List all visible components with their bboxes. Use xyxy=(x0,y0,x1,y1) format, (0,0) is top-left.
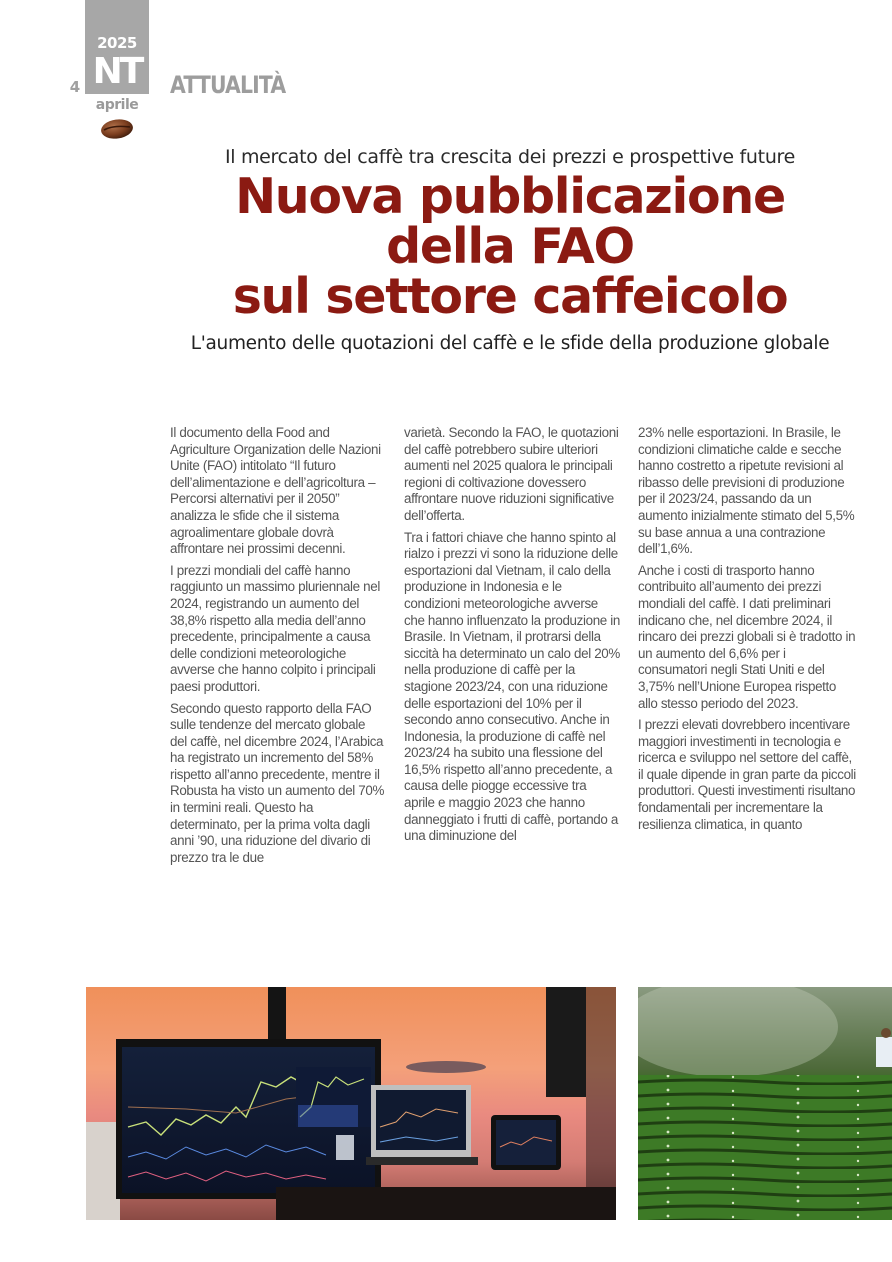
paragraph: I prezzi elevati dovrebbero incentivare maggiori investimenti in tecnologia e ricerca e sviluppo nel settore del caffè, il quale dipende in gran parte da piccoli produttori. Questi investimenti risultano fondamentali per incrementare la resilienza climatica, in quanto xyxy=(638,717,856,832)
article-subheadline: L'aumento delle quotazioni del caffè e le sfide della produzione globale xyxy=(190,333,830,354)
headline-line: sul settore caffeicolo xyxy=(232,268,788,325)
headline-line: della FAO xyxy=(386,218,634,275)
issue-month: aprile xyxy=(95,97,139,113)
coffee-bean-icon xyxy=(100,118,134,140)
issue-year: 2025 xyxy=(97,34,137,52)
masthead-stack xyxy=(85,34,149,114)
paragraph: Anche i costi di trasporto hanno contribuito all’aumento dei prezzi mondiali del caffè. I dati preliminari indicano che, nel dicembre 2024, il rincaro dei prezzi globali si è tradotto in un aumento del 6,6% per i consumatori negli Stati Uniti e del 3,75% nell’Unione Europea rispetto allo stesso periodo del 2023. xyxy=(638,562,856,711)
coffee-field-photo xyxy=(638,987,892,1220)
paragraph: Tra i fattori chiave che hanno spinto al rialzo i prezzi vi sono la riduzione delle esportazioni dal Vietnam, il calo della produzione in Indonesia e le condizioni meteorologiche avverse che hanno influenzato la produzione in Brasile. In Vietnam, il protrarsi della siccità ha determinato un calo del 20% nella produzione di caffè per la stagione 2023/24, con una riduzione delle esportazioni del 10% per il secondo anno consecutivo. Anche in Indonesia, la produzione di caffè nel 2023/24 ha subito una flessione del 16,5% rispetto all’anno precedente, a causa delle piogge eccessive tra aprile e maggio 2023 che hanno danneggiato i frutti di caffè, portando a una diminuzione del xyxy=(404,529,621,844)
paragraph: I prezzi mondiali del caffè hanno raggiunto un massimo pluriennale nel 2024, registrando un aumento del 38,8% rispetto alla media dell’anno precedente, principalmente a causa delle condizioni meteorologiche avverse che hanno colpito i principali paesi produttori. xyxy=(170,562,380,694)
page-number: 4 xyxy=(69,78,81,96)
text-column-1 xyxy=(170,425,385,871)
section-label: ATTUALITÀ xyxy=(170,71,286,99)
paragraph: 23% nelle esportazioni. In Brasile, le condizioni climatiche calde e secche hanno costretto a ripetute revisioni al ribasso delle previsioni di produzione per il 2023/24, passando da un aumento inizialmente stimato del 5,5% su base annua a una contrazione dell’1,6%. xyxy=(638,425,855,557)
headline-line: Nuova pubblicazione xyxy=(235,168,785,225)
article-headline xyxy=(140,168,880,325)
trading-screens-photo xyxy=(86,987,616,1220)
text-column-2 xyxy=(404,425,620,850)
magazine-logo: NT xyxy=(92,52,142,92)
paragraph: varietà. Secondo la FAO, le quotazioni del caffè potrebbero subire ulteriori aumenti nel 2025 qualora le principali regioni di coltivazione dovessero affrontare nuove riduzioni significative dell’offerta. xyxy=(404,425,619,523)
paragraph: Secondo questo rapporto della FAO sulle tendenze del mercato globale del caffè, nel dicembre 2024, l’Arabica ha registrato un incremento del 58% rispetto all’anno precedente, mentre il Robusta ha visto un aumento del 70% in termini reali. Questo ha determinato, per la prima volta dagli anni ’90, una riduzione del divario di prezzo tra le due xyxy=(170,700,385,865)
paragraph: Il documento della Food and Agriculture Organization delle Nazioni Unite (FAO) intitolato “Il futuro dell’alimentazione e dell’agricoltura – Percorsi alternativi per il 2050” analizza le sfide che il sistema agroalimentare globale dovrà affrontare nei prossimi decenni. xyxy=(170,425,381,557)
article-kicker: Il mercato del caffè tra crescita dei prezzi e prospettive future xyxy=(224,146,796,168)
text-column-3 xyxy=(638,425,858,838)
